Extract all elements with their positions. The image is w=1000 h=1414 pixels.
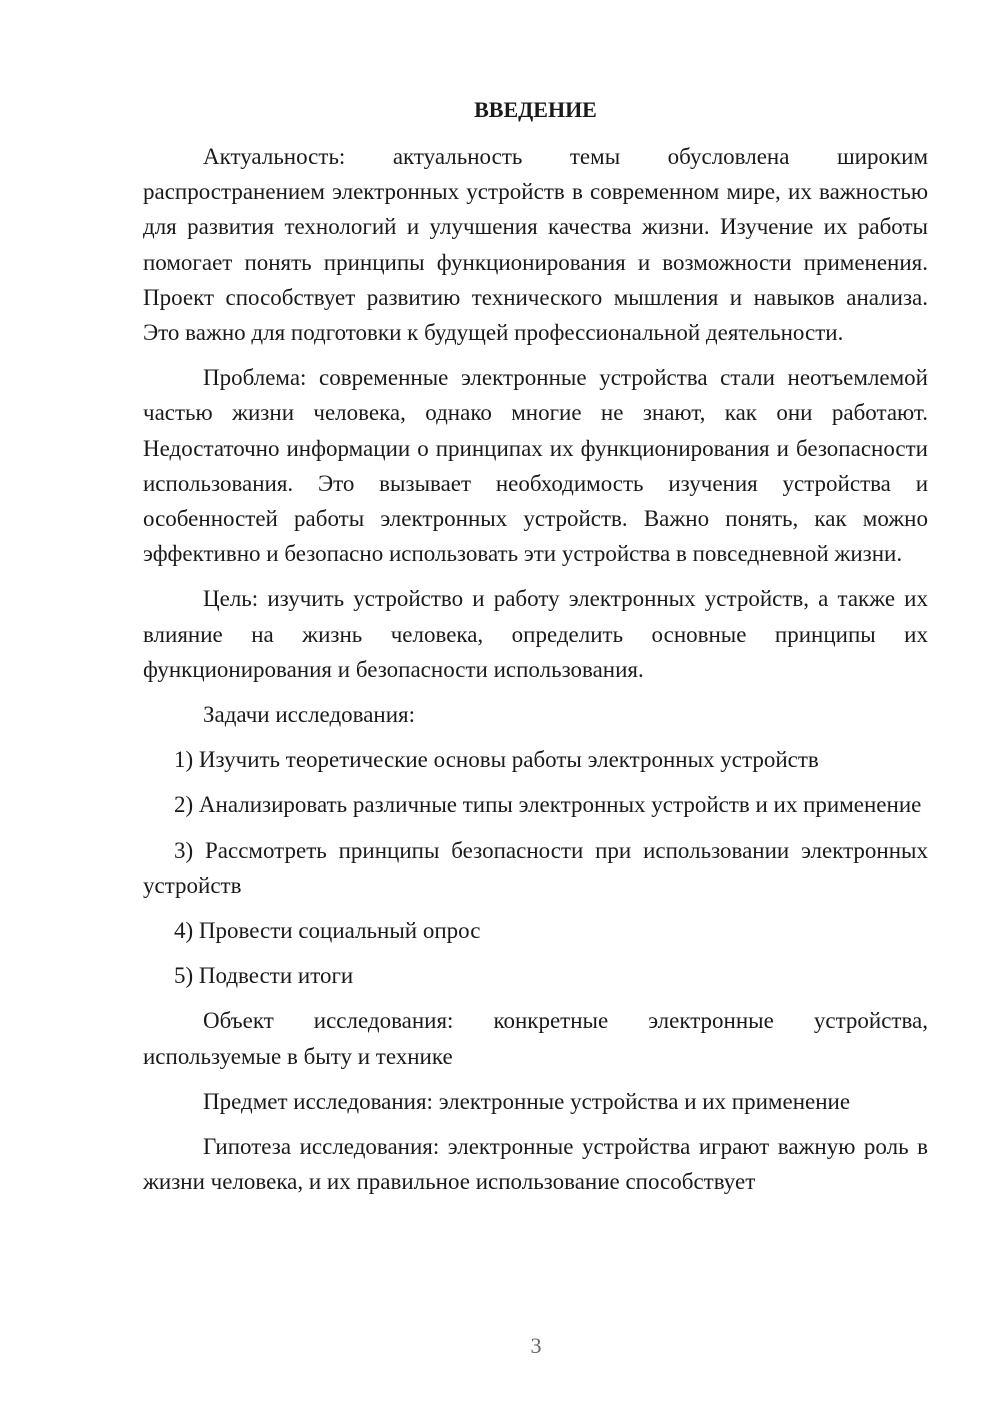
task-item-4: 4) Провести социальный опрос bbox=[174, 918, 481, 944]
task-item-2: 2) Анализировать различные типы электронных устройств и их применение bbox=[174, 792, 922, 818]
paragraph-tasks-heading: Задачи исследования: bbox=[203, 702, 416, 728]
paragraph-goal: Цель: изучить устройство и работу электронных устройств, а также их влияние на жизнь человека, определить основные принципы их функционирования и безопасности использования. bbox=[143, 586, 928, 682]
document-page bbox=[143, 92, 928, 1209]
task-item-3: 3) Рассмотреть принципы безопасности при использовании электронных устройств bbox=[143, 837, 928, 898]
paragraph-relevance: Актуальность: актуальность темы обусловлена широким распространением электронных устройств в современном мире, их важностью для развития технологий и улучшения качества жизни. Изучение их работы помогает понять принципы функционирования и возможности применения. Проект способствует развитию технического мышления и навыков анализа. Это важно для подготовки к будущей профессиональной деятельности. bbox=[143, 144, 928, 346]
paragraph-hypothesis: Гипотеза исследования: электронные устройства играют важную роль в жизни человека, и их правильное использование способствует bbox=[143, 1134, 928, 1195]
page-number: 3 bbox=[530, 1333, 542, 1358]
section-title: ВВЕДЕНИЕ bbox=[474, 97, 597, 122]
paragraph-object: Объект исследования: конкретные электронные устройства, используемые в быту и технике bbox=[143, 1008, 928, 1069]
paragraph-problem: Проблема: современные электронные устройства стали неотъемлемой частью жизни человека, однако многие не знают, как они работают. Недостаточно информации о принципах их функционирования и безопасности использования. Это вызывает необходимость изучения устройства и особенностей работы электронных устройств. Важно понять, как можно эффективно и безопасно использовать эти устройства в повседневной жизни. bbox=[143, 365, 928, 567]
task-item-1: 1) Изучить теоретические основы работы электронных устройств bbox=[174, 747, 819, 773]
paragraph-subject: Предмет исследования: электронные устройства и их применение bbox=[203, 1088, 851, 1114]
task-item-5: 5) Подвести итоги bbox=[174, 963, 354, 989]
